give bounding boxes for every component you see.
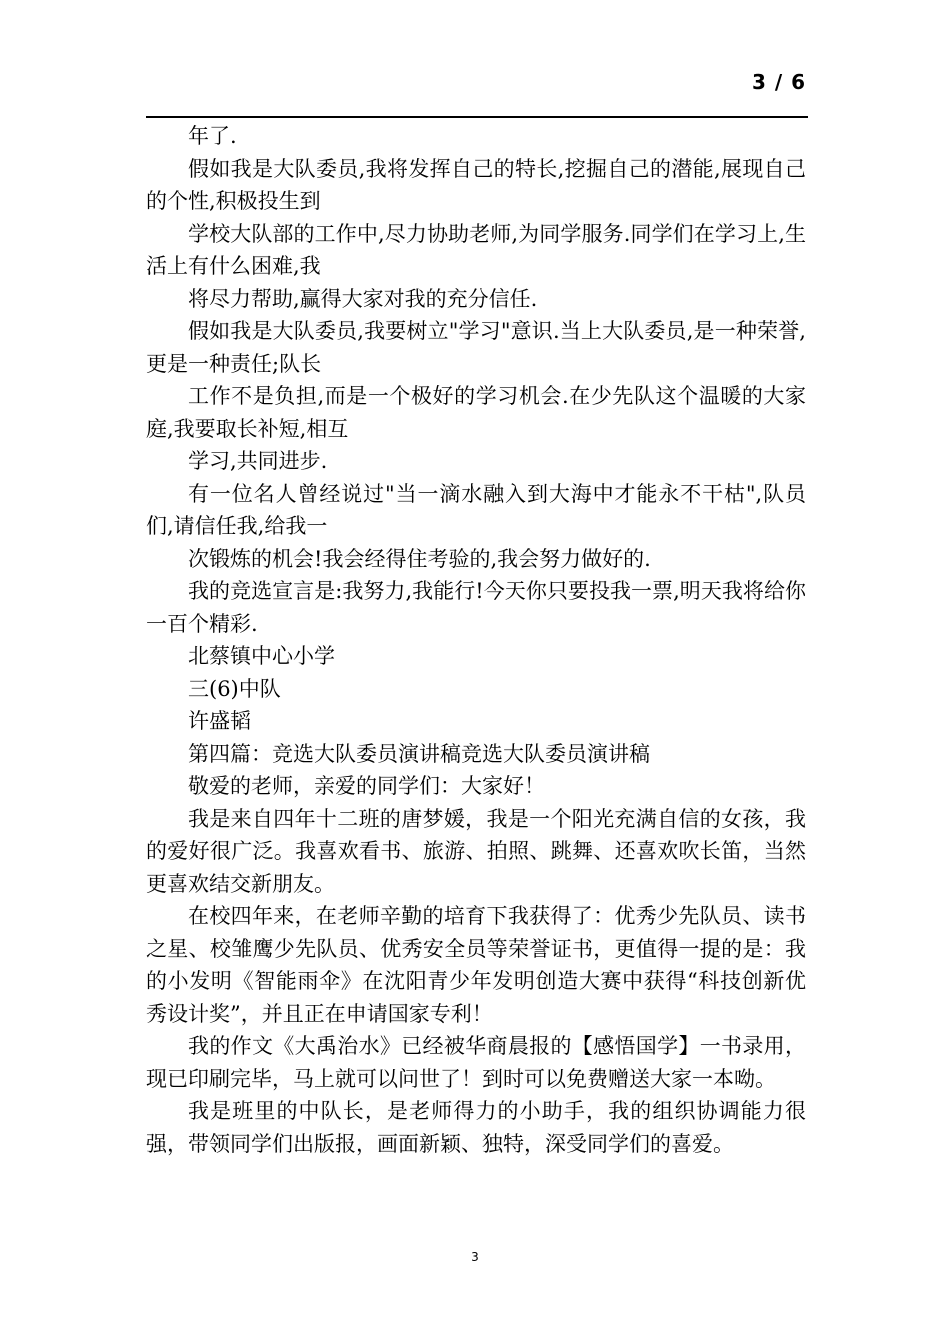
paragraph: 学习,共同进步. bbox=[188, 449, 328, 473]
greeting: 敬爱的老师，亲爱的同学们：大家好！ bbox=[188, 774, 545, 798]
paragraph: 我是班里的中队长，是老师得力的小助手，我的组织协调能力很强，带领同学们出版报，画面新颖、独特，深受同学们的喜爱。 bbox=[146, 1099, 806, 1156]
class-name: 三(6)中队 bbox=[188, 676, 281, 701]
paragraph: 我的竞选宣言是:我努力,我能行!今天你只要投我一票,明天我将给你一百个精彩. bbox=[146, 579, 806, 636]
section-title: 第四篇：竞选大队委员演讲稿竞选大队委员演讲稿 bbox=[188, 741, 650, 766]
author-name: 许盛韬 bbox=[188, 709, 251, 733]
page-header bbox=[146, 64, 808, 118]
paragraph: 学校大队部的工作中,尽力协助老师,为同学服务.同学们在学习上,生活上有什么困难,我 bbox=[146, 221, 806, 278]
paragraph: 年了. bbox=[188, 124, 237, 148]
page-indicator: 3 / 6 bbox=[751, 70, 806, 94]
school-name: 北蔡镇中心小学 bbox=[188, 644, 335, 668]
paragraph: 我的作文《大禹治水》已经被华商晨报的【感悟国学】一书录用，现已印刷完毕，马上就可以问世了！到时可以免费赠送大家一本呦。 bbox=[146, 1034, 806, 1091]
paragraph: 次锻炼的机会!我会经得住考验的,我会努力做好的. bbox=[188, 546, 651, 571]
paragraph: 我是来自四年十二班的唐梦媛，我是一个阳光充满自信的女孩，我的爱好很广泛。我喜欢看书、旅游、拍照、跳舞、还喜欢吹长笛，当然更喜欢结交新朋友。 bbox=[146, 806, 806, 896]
paragraph: 假如我是大队委员,我将发挥自己的特长,挖掘自己的潜能,展现自己的个性,积极投生到 bbox=[146, 156, 806, 213]
paragraph: 工作不是负担,而是一个极好的学习机会.在少先队这个温暖的大家庭,我要取长补短,相互 bbox=[146, 384, 806, 441]
paragraph: 将尽力帮助,赢得大家对我的充分信任. bbox=[188, 286, 538, 311]
document-body bbox=[146, 120, 806, 1160]
paragraph: 在校四年来，在老师辛勤的培育下我获得了：优秀少先队员、读书之星、校雏鹰少先队员、优秀安全员等荣誉证书，更值得一提的是：我的小发明《智能雨伞》在沈阳青少年发明创造大赛中获得“科技创新优秀设计奖”，并且正在申请国家专利！ bbox=[146, 904, 806, 1026]
page-number: 3 bbox=[471, 1250, 479, 1264]
paragraph: 有一位名人曾经说过"当一滴水融入到大海中才能永不干枯",队员们,请信任我,给我一 bbox=[146, 481, 806, 538]
page-footer bbox=[0, 1250, 950, 1264]
paragraph: 假如我是大队委员,我要树立"学习"意识.当上大队委员,是一种荣誉,更是一种责任;队长 bbox=[146, 319, 806, 376]
